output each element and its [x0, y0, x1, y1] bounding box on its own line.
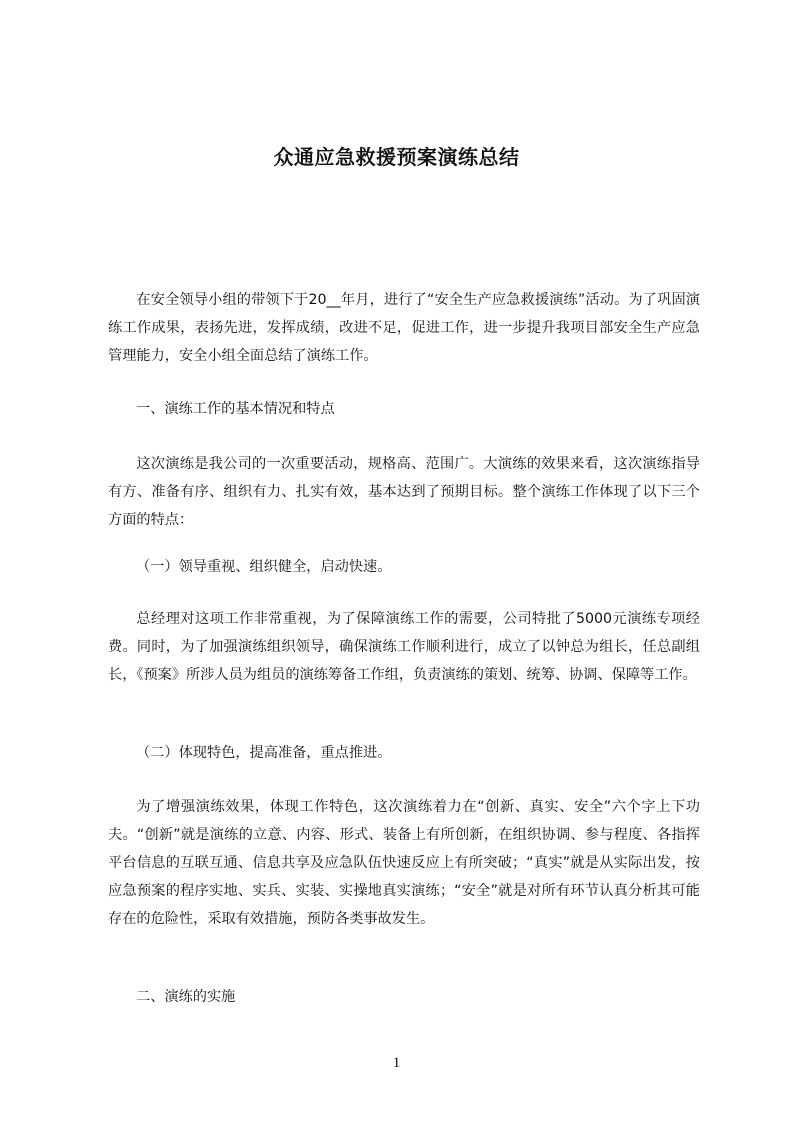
subsection-2-paragraph: 为了增强演练效果，体现工作特色，这次演练着力在“创新、真实、安全”六个字上下功夫。“创新”就是演练的立意、内容、形式、装备上有所创新，在组织协调、参与程度、各指挥平台信息的互联互通、信息共享及应急队伍快速反应上有所突破；“真实”就是从实际出发，按应急预案的程序实地、实兵、实装、实操地真实演练；“安全”就是对所有环节认真分析其可能存在的危险性，采取有效措施，预防各类事故发生。: [108, 799, 700, 927]
subsection-2-heading: （二）体现特色，提高准备，重点推进。: [136, 745, 392, 761]
section-1-heading: 一、演练工作的基本情况和特点: [136, 401, 335, 417]
subsection-1-paragraph: 总经理对这项工作非常重视，为了保障演练工作的需要，公司特批了5000元演练专项经费。同时，为了加强演练组织领导，确保演练工作顺利进行，成立了以钟总为组长，任总副组长，《预案》所涉人员为组员的演练筹备工作组，负责演练的策划、统筹、协调、保障等工作。: [108, 611, 700, 683]
section-2-heading: 二、演练的实施: [136, 989, 236, 1005]
subsection-1-heading: （一）领导重视、组织健全，启动快速。: [136, 559, 392, 575]
page-number: 1: [392, 1055, 401, 1071]
document-title: 众通应急救援预案演练总结: [273, 145, 520, 169]
section-1-paragraph: 这次演练是我公司的一次重要活动，规格高、范围广。大演练的效果来看，这次演练指导有方、准备有序、组织有力、扎实有效，基本达到了预期目标。整个演练工作体现了以下三个方面的特点：: [108, 456, 700, 528]
intro-paragraph: 在安全领导小组的带领下于20__年月，进行了“安全生产应急救援演练”活动。为了巩固演练工作成果，表扬先进，发挥成绩，改进不足，促进工作，进一步提升我项目部安全生产应急管理能力，安全小组全面总结了演练工作。: [108, 292, 700, 364]
